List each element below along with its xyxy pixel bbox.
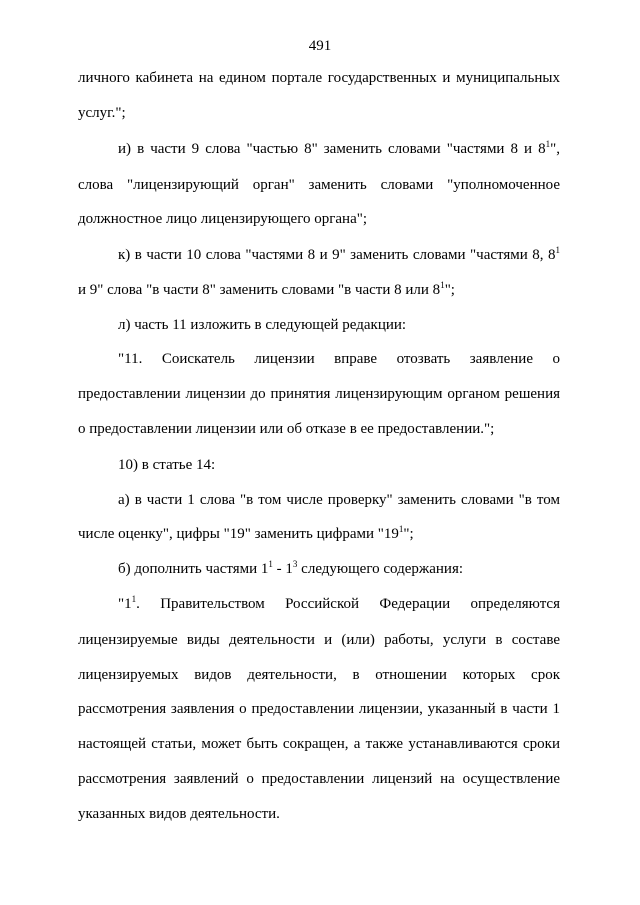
text-line [118,246,560,265]
text-segment: к) в части 10 слова "частями 8 и 9" заменить словами "частями 8, 8 [118,247,556,263]
text-segment: 10) в статье 14: [118,457,216,473]
text-line [78,770,560,789]
text-line [78,666,560,685]
superscript: 3 [292,559,298,569]
text-line [78,735,560,754]
superscript: 1 [398,524,404,534]
text-segment: "1 [118,596,132,612]
text-segment: "; [403,526,414,542]
text-segment: л) часть 11 изложить в следующей редакции: [118,317,407,333]
text-line [118,350,560,369]
text-line [78,210,560,229]
superscript: 1 [131,594,137,604]
text-segment: числе оценку", цифры "19" заменить цифрами "19 [78,526,399,542]
text-line [78,281,560,300]
text-line [78,805,560,824]
text-line [118,140,560,159]
text-line [118,595,560,614]
text-segment: рассмотрения заявлений о предоставлении лицензий на осуществление [78,771,560,787]
text-segment: и) в части 9 слова "частью 8" заменить словами "частями 8 и 8 [118,141,546,157]
text-line [78,525,560,544]
text-segment: указанных видов деятельности. [78,806,280,822]
text-line [78,700,560,719]
text-segment: а) в части 1 слова "в том числе проверку" заменить словами "в том [118,492,560,508]
page-number: 491 [308,38,332,54]
text-segment: рассмотрения заявления о предоставлении лицензии, указанный в части 1 [78,701,560,717]
text-segment: лицензируемых видов деятельности, в отношении которых срок [78,667,560,683]
superscript: 1 [555,245,560,255]
text-line [78,69,560,88]
text-segment: и 9" слова "в части 8" заменить словами "в части 8 или 8 [78,282,441,298]
text-segment: должностное лицо лицензирующего органа"; [78,211,368,227]
text-line [118,491,560,510]
text-line [118,456,560,475]
text-segment: личного кабинета на едином портале государственных и муниципальных [78,70,560,86]
text-line [78,104,560,123]
superscript: 1 [545,139,551,149]
text-segment: "; [444,282,455,298]
text-line [118,560,560,579]
text-segment: б) дополнить частями 1 [118,561,269,577]
text-line [78,176,560,195]
superscript: 1 [440,280,445,290]
text-segment: ", [550,141,560,157]
text-line [78,420,560,439]
text-segment: услуг."; [78,105,126,121]
text-segment: предоставлении лицензии до принятия лицензирующим органом решения [78,386,560,402]
text-segment: лицензируемые виды деятельности и (или) работы, услуги в составе [78,632,560,648]
text-segment: слова "лицензирующий орган" заменить словами "уполномоченное [78,177,560,193]
text-segment: . Правительством Российской Федерации определяются [136,596,560,612]
text-segment: о предоставлении лицензии или об отказе в ее предоставлении."; [78,421,495,437]
superscript: 1 [268,559,273,569]
text-segment: следующего содержания: [297,561,464,577]
text-line [78,385,560,404]
text-segment: - 1 [272,561,293,577]
text-line [118,316,560,335]
text-segment: настоящей статьи, может быть сокращен, а также устанавливаются сроки [78,736,560,752]
text-segment: "11. Соискатель лицензии вправе отозвать заявление о [118,351,560,367]
text-line [78,631,560,650]
